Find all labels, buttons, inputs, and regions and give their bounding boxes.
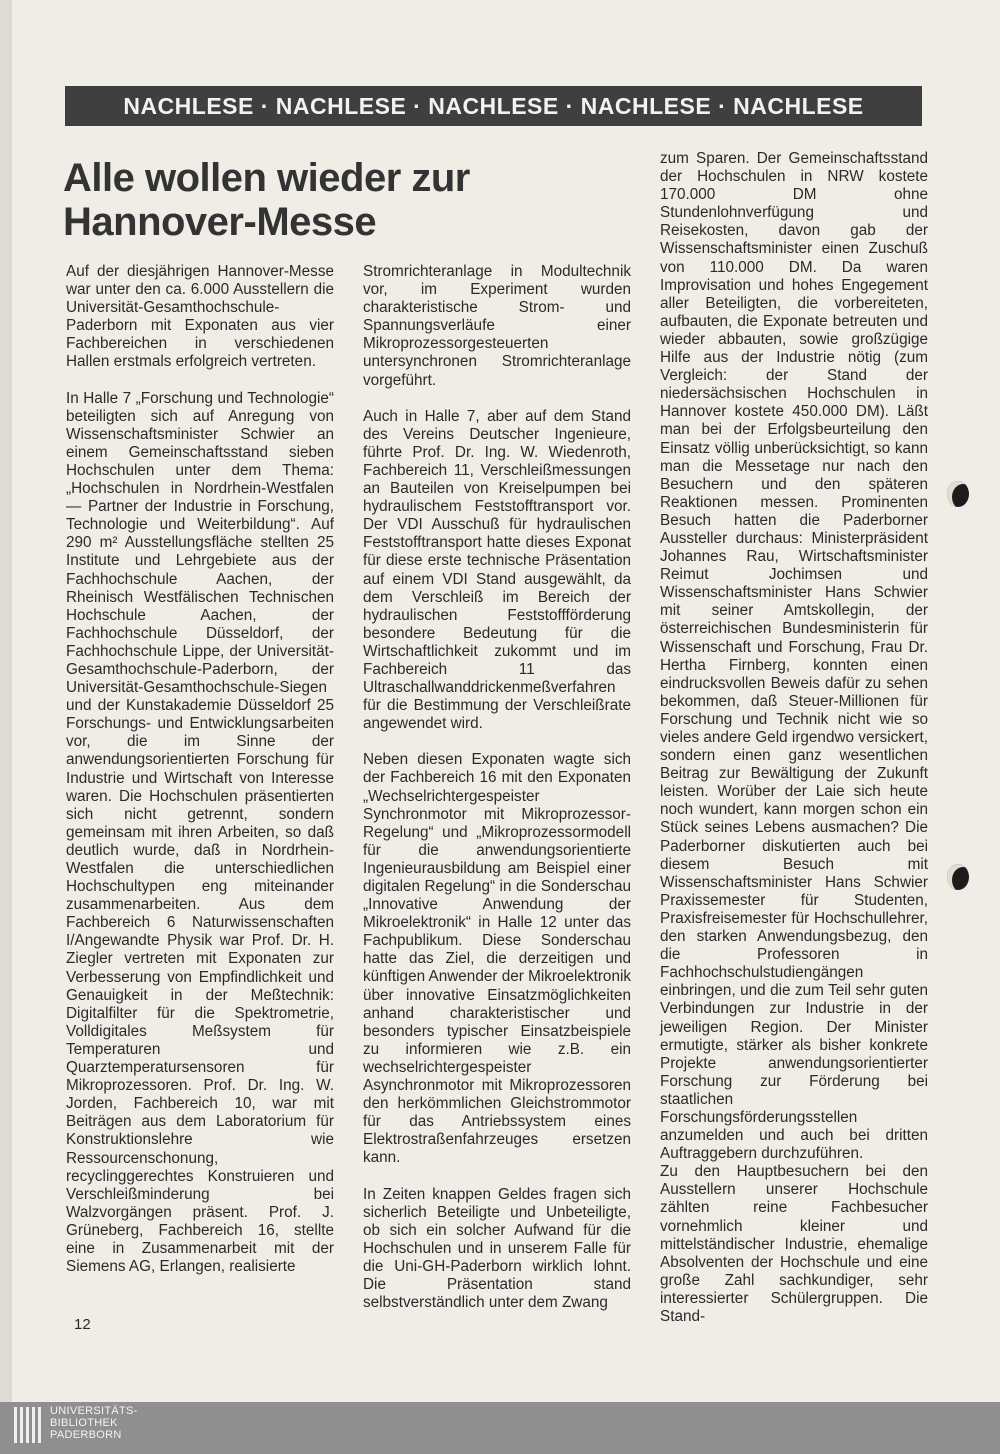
punch-hole-icon [947, 864, 969, 890]
library-name: UNIVERSITÄTS- BIBLIOTHEK PADERBORN [50, 1405, 138, 1441]
paragraph: In Halle 7 „Forschung und Technologie“ beteiligten sich auf Anregung von Wissenschaftsminister Schwier an einem Gemeinschaftsstand sieben Hochschulen unter dem Thema: „Hochschulen in Nordrhein-Westfalen — Partner der Industrie in Forschung, Technologie und Weiterbildung“. Auf 290 m² Ausstellungsfläche stellten 25 Institute und Lehrgebiete aus der Fachhochschule Aachen, der Rheinisch Westfälischen Technischen Hochschule Aachen, der Fachhochschule Düsseldorf, der Fachhochschule Lippe, der Universität-Gesamthochschule-Paderborn, der Universität-Gesamthochschule-Siegen und der Kunstakademie Düsseldorf 25 Forschungs- und Entwicklungsarbeiten vor, die im Sinne der anwendungsorientierten Forschung für Industrie und Wirtschaft von Interesse waren. Die Hochschulen präsentierten sich nicht getrennt, sondern gemeinsam mit ihren Arbeiten, so daß deutlich wurde, daß in Nordrhein-Westfalen die unterschiedlichen Hochschultypen eng miteinander zusammenarbeiten. Aus dem Fachbereich 6 Naturwissenschaften I/Angewandte Physik war Prof. Dr. H. Ziegler vertreten mit Exponaten zur Verbesserung von Empfindlichkeit und Genauigkeit in der Meßtechnik: Digitalfilter für die Spektrometrie, Volldigitales Meßsystem für Temperaturen und Quarztemperatursensoren für Mikroprozessoren. Prof. Dr. Ing. W. Jorden, Fachbereich 10, war mit Beiträgen aus dem Laboratorium für Konstruktionslehre wie Ressourcenschonung, recyclinggerechtes Konstruieren und Verschleißminderung bei Walzvorgängen präsent. Prof. J. Grüneberg, Fachbereich 16, stellte eine in Zusammenarbeit mit der Siemens AG, Erlangen, realisierte [66, 389, 334, 1276]
headline-line-1: Alle wollen wieder zur [63, 156, 470, 200]
article-column-1 [66, 263, 334, 1294]
paragraph: Auch in Halle 7, aber auf dem Stand des Vereins Deutscher Ingenieure, führte Prof. Dr. Ing. W. Wiedenroth, Fachbereich 11, Verschleißmessungen an Bauteilen von Kreiselpumpen bei hydraulischem Feststofftransport vor. Der VDI Ausschuß für hydraulischen Feststofftransport hatte dieses Exponat für diese erste technische Präsentation auf einem VDI Stand ausgewählt, da dem Verschleiß im Bereich der hydraulischen Feststoffförderung besondere Bedeutung für die Wirtschaftlichkeit zukommt und im Fachbereich 11 das Ultraschallwanddrickenmeßverfahren für die Bestimmung der Verschleißrate angewendet wird. [363, 407, 631, 733]
paragraph: Stromrichteranlage in Modultechnik vor, im Experiment wurden charakteristische Strom- und Spannungsverläufe einer Mikroprozessorgesteuerten untersynchronen Stromrichteranlage vorgeführt. [363, 263, 631, 389]
headline-line-2: Hannover-Messe [63, 200, 377, 244]
page-number: 12 [74, 1316, 91, 1333]
article-column-3 [660, 150, 928, 1344]
paragraph: zum Sparen. Der Gemeinschaftsstand der Hochschulen in NRW kostete 170.000 DM ohne Stundenlohnverfügung und Reisekosten, davon gab der Wissenschaftsminister einen Zuschuß von 110.000 DM. Da waren Improvisation und hohes Engegement aller Beteiligten, die vorbereiteten, aufbauten, die Exponate betreuten und wieder abbauten, sowie großzügige Hilfe aus der Industrie nötig (zum Vergleich: der Stand der niedersächsischen Hochschulen in Hannover kostete 450.000 DM). Läßt man bei der Erfolgsbeurteilung den Einsatz völlig unberücksichtigt, so kann man die Messetage nur nach den Besuchern und den späteren Reaktionen messen. Prominenten Besuch hatten die Paderborner Aussteller durchaus: Ministerpräsident Johannes Rau, Wirtschaftsminister Reimut Jochimsen und Wissenschaftsminister Hans Schwier mit seiner Amtskollegin, der österreichischen Bundesministerin für Wissenschaft und Forschung, Frau Dr. Hertha Firnberg, konnten einen eindrucksvollen Beweis dafür zu sehen bekommen, daß Steuer-Millionen für Forschung und Technik nicht wie so vieles andere Geld irgendwo versickert, sondern einen ganz wesentlichen Beitrag zur Bewältigung der Zukunft leisten. Worüber der Laie sich heute noch wundert, kann morgen schon ein Stück seines Lebens ausmachen? Die Paderborner diskutierten auch bei diesem Besuch mit Wissenschaftsminister Hans Schwier Praxissemester für Studenten, Praxisfreisemester für Hochschullehrer, den starken Anwendungsbezug, den die Professoren in Fachhochschulstudiengängen einbringen, und die zum Teil sehr guten Verbindungen zur Industrie in der jeweiligen Region. Der Minister ermutigte, stärker als bisher konkrete Projekte anwendungsorientierter Forschung zur Förderung bei staatlichen Forschungsförderungsstellen anzumelden und auch bei dritten Auftraggebern durchzuführen. [660, 150, 928, 1163]
paragraph: Zu den Hauptbesuchern bei den Ausstellern unserer Hochschule zählten reine Fachbesucher vornehmlich kleiner und mittelständischer Industrie, ehemalige Absolventen der Hochschule und eine große Zahl sachkundiger, sehr interessierter Schülergruppen. Die Stand- [660, 1163, 928, 1325]
article-column-2 [363, 263, 631, 1330]
paragraph: Auf der diesjährigen Hannover-Messe war unter den ca. 6.000 Ausstellern die Universität-Gesamthochschule-Paderborn mit Exponaten aus vier Fachbereichen in verschiedenen Hallen erstmals erfolgreich vertreten. [66, 263, 334, 371]
section-banner: NACHLESE · NACHLESE · NACHLESE · NACHLESE · NACHLESE [65, 86, 922, 126]
paragraph: In Zeiten knappen Geldes fragen sich sicherlich Beteiligte und Unbeteiligte, ob sich ein solcher Aufwand für die Hochschulen und in unserem Falle für die Uni-GH-Paderborn wirklich lohnt. Die Präsentation stand selbstverständlich unter dem Zwang [363, 1185, 631, 1312]
library-logo-icon [14, 1407, 41, 1447]
library-footer [0, 1402, 1000, 1454]
punch-hole-icon [947, 481, 969, 507]
article-headline [63, 156, 623, 244]
paragraph: Neben diesen Exponaten wagte sich der Fachbereich 16 mit den Exponaten „Wechselrichtergespeister Synchronmotor mit Mikroprozessor-Regelung“ und „Mikroprozessormodell für die anwendungsorientierte Ingenieurausbildung am Beispiel einer digitalen Regelung“ in die Sonderschau „Innovative Anwendung der Mikroelektronik“ in Halle 12 unter das Fachpublikum. Diese Sonderschau hatte das Ziel, die derzeitigen und künftigen Anwender der Mikroelektronik über innovative Einsatzmöglichkeiten anhand charakteristischer und besonders typischer Einsatzbeispiele zu informieren wie z.B. ein wechselrichtergespeister Asynchronmotor mit Mikroprozessoren den herkömmlichen Gleichstrommotor für das Antriebssystem eines Elektrostraßenfahrzeuges ersetzen kann. [363, 751, 631, 1167]
